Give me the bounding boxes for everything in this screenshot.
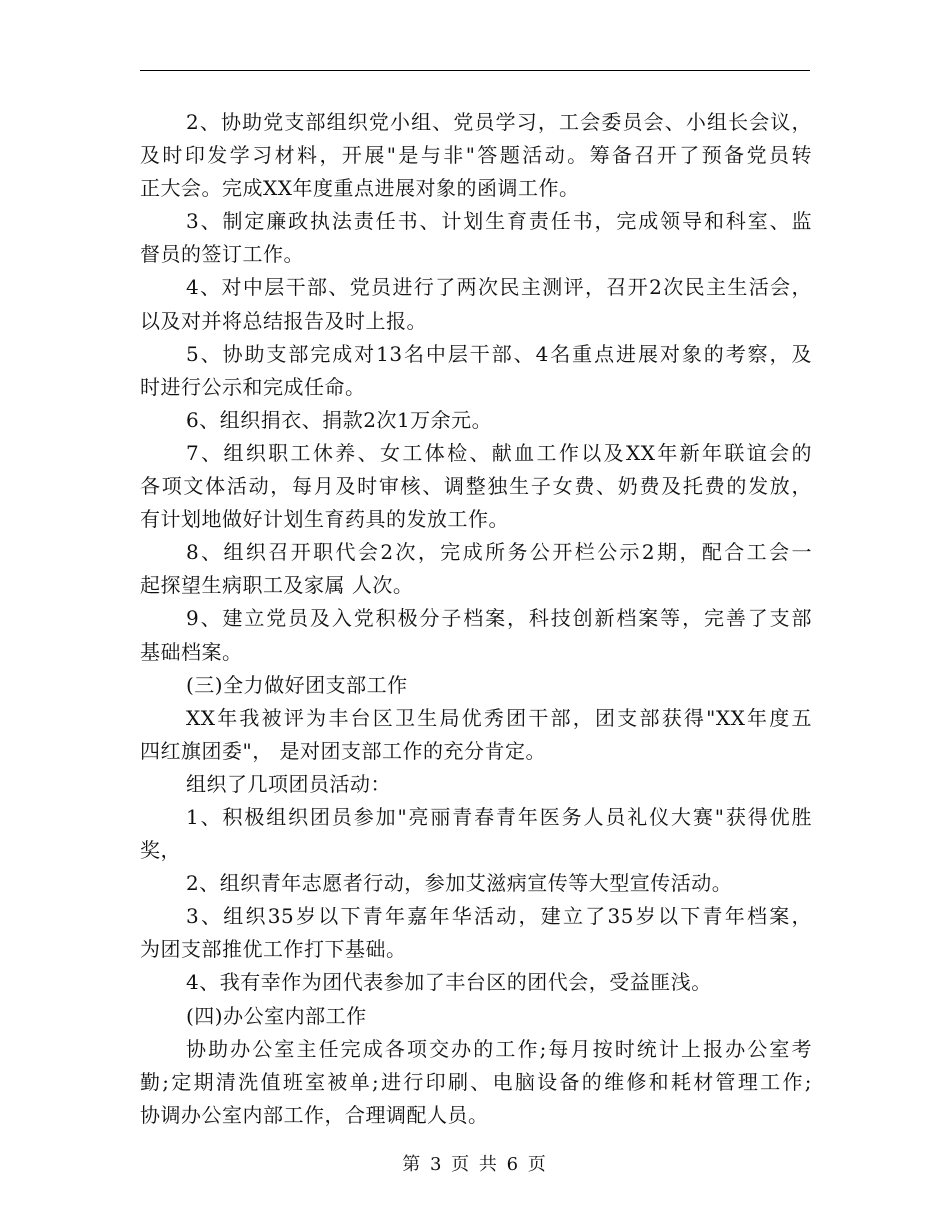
text-line: (三)全力做好团支部工作 [186, 672, 408, 697]
text-line: 勤;定期清洗值班室被单;进行印刷、电脑设备的维修和耗材管理工作; [140, 1069, 812, 1094]
paragraph [140, 404, 812, 437]
text-line: 9、建立党员及入党积极分子档案，科技创新档案等，完善了支部 [186, 606, 812, 631]
text-line: 4、我有幸作为团代表参加了丰台区的团代会，受益匪浅。 [186, 970, 712, 995]
text-line: 各项文体活动，每月及时审核、调整独生子女费、奶费及托费的发放， [140, 474, 812, 499]
text-line: 起探望生病职工及家属 人次。 [140, 573, 414, 598]
text-line: 8、组织召开职代会2次，完成所务公开栏公示2期，配合工会一 [186, 540, 812, 565]
text-line: XX年我被评为丰台区卫生局优秀团干部，团支部获得"XX年度五 [186, 705, 812, 730]
paragraph [140, 801, 812, 867]
text-line: 组织了几项团员活动： [186, 771, 391, 796]
paragraph [140, 1000, 812, 1033]
text-line: 四红旗团委"， 是对团支部工作的充分肯定。 [140, 738, 547, 763]
paragraph [140, 867, 812, 900]
text-line: 3、制定廉政执法责任书、计划生育责任书，完成领导和科室、监 [186, 209, 812, 234]
text-line: 5、协助支部完成对13名中层干部、4名重点进展对象的考察，及 [186, 341, 812, 366]
text-line: 正大会。完成XX年度重点进展对象的函调工作。 [140, 176, 580, 201]
text-line: 协助办公室主任完成各项交办的工作;每月按时统计上报办公室考 [186, 1036, 812, 1061]
text-line: 4、对中层干部、党员进行了两次民主测评，召开2次民主生活会， [186, 275, 812, 300]
text-line: 7、组织职工休养、女工体检、献血工作以及XX年新年联谊会的 [186, 440, 812, 465]
paragraph [140, 1033, 812, 1132]
paragraph [140, 437, 812, 536]
text-line: 基础档案。 [140, 639, 243, 664]
paragraph [140, 338, 812, 404]
paragraph [140, 966, 812, 999]
page-footer: 第 3 页 共 6 页 [402, 1154, 548, 1175]
paragraph [140, 536, 812, 602]
text-line: (四)办公室内部工作 [186, 1003, 367, 1028]
paragraph [140, 900, 812, 966]
text-line: 3、组织35岁以下青年嘉年华活动，建立了35岁以下青年档案， [186, 904, 812, 929]
text-line: 协调办公室内部工作，合理调配人员。 [140, 1102, 489, 1127]
text-line: 6、组织捐衣、捐款2次1万余元。 [186, 407, 493, 432]
text-line: 督员的签订工作。 [140, 242, 304, 267]
text-line: 及时印发学习材料，开展"是与非"答题活动。筹备召开了预备党员转 [140, 143, 812, 168]
text-line: 1、积极组织团员参加"亮丽青春青年医务人员礼仪大赛"获得优胜 [186, 804, 812, 829]
header-rule [140, 70, 810, 71]
paragraph [140, 602, 812, 668]
paragraph [140, 271, 812, 337]
text-line: 2、组织青年志愿者行动，参加艾滋病宣传等大型宣传活动。 [186, 871, 733, 896]
text-line: 有计划地做好计划生育药具的发放工作。 [140, 507, 509, 532]
paragraph [140, 702, 812, 768]
paragraph [140, 205, 812, 271]
paragraph [140, 768, 812, 801]
text-line: 2、协助党支部组织党小组、党员学习，工会委员会、小组长会议， [186, 110, 812, 134]
text-line: 为团支部推优工作打下基础。 [140, 937, 407, 962]
text-line: 时进行公示和完成任命。 [140, 374, 366, 399]
text-line: 奖， [140, 838, 181, 863]
text-line: 以及对并将总结报告及时上报。 [140, 308, 427, 333]
paragraph [140, 669, 812, 702]
document-body [140, 106, 812, 1132]
paragraph [140, 106, 812, 205]
